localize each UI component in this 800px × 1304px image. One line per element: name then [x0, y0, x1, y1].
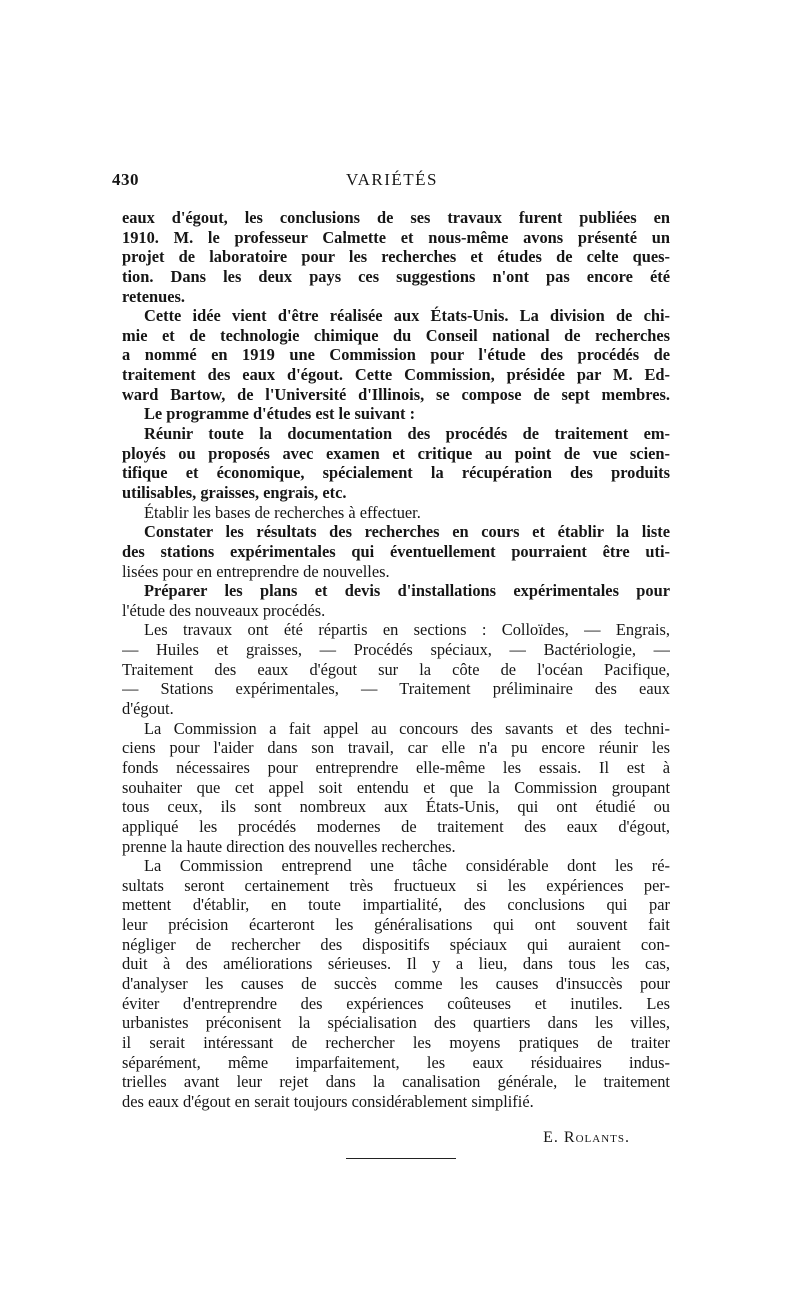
text-line: mie et de technologie chimique du Conseil national de recherches [122, 325, 670, 345]
text-line: La Commission a fait appel au concours des savants et des techni- [144, 718, 670, 738]
text-line: l'étude des nouveaux procédés. [122, 600, 326, 620]
text-line: il serait intéressant de rechercher les moyens pratiques de traiter [122, 1032, 670, 1052]
text-line: prenne la haute direction des nouvelles recherches. [122, 836, 456, 856]
text-line: mettent d'établir, en toute impartialité, des conclusions qui par [122, 895, 670, 915]
text-line: La Commission entreprend une tâche considérable dont les ré- [144, 856, 670, 876]
text-line: — Huiles et graisses, — Procédés spéciaux, — Bactériologie, — [122, 640, 670, 660]
text-line: 1910. M. le professeur Calmette et nous-même avons présenté un [122, 227, 670, 247]
text-line: eaux d'égout, les conclusions de ses travaux furent publiées en [122, 208, 670, 227]
text-line: Traitement des eaux d'égout sur la côte de l'océan Pacifique, [122, 659, 670, 679]
text-line: traitement des eaux d'égout. Cette Commission, présidée par M. Ed- [122, 365, 670, 385]
text-line: lisées pour en entreprendre de nouvelles. [122, 561, 390, 581]
text-line: urbanistes préconisent la spécialisation des quartiers dans les villes, [122, 1013, 670, 1033]
text-line: Constater les résultats des recherches en cours et établir la liste [144, 522, 670, 542]
text-line: ward Bartow, de l'Université d'Illinois, se compose de sept membres. [122, 384, 670, 404]
text-line: a nommé en 1919 une Commission pour l'étude des procédés de [122, 345, 670, 365]
text-line: d'égout. [122, 699, 174, 719]
text-line: Les travaux ont été répartis en sections : Colloïdes, — Engrais, [144, 620, 670, 640]
text-line: appliqué les procédés modernes de traitement des eaux d'égout, [122, 816, 670, 836]
text-line: duit à des améliorations sérieuses. Il y a lieu, dans tous les cas, [122, 954, 670, 974]
page-number: 430 [112, 170, 139, 189]
text-line: utilisables, graisses, engrais, etc. [122, 482, 347, 502]
text-line: Établir les bases de recherches à effectuer. [144, 502, 421, 522]
text-line: souhaiter que cet appel soit entendu et que la Commission groupant [122, 777, 670, 797]
text-line: ciens pour l'aider dans son travail, car elle n'a pu encore réunir les [122, 738, 670, 758]
text-line: sultats seront certainement très fructueux si les expériences per- [122, 875, 670, 895]
text-line: des stations expérimentales qui éventuellement pourraient être uti- [122, 541, 670, 561]
closing-rule [346, 1158, 456, 1159]
text-line: éviter d'entreprendre des expériences coûteuses et inutiles. Les [122, 993, 670, 1013]
text-line: fonds nécessaires pour entreprendre elle-même les essais. Il est à [122, 757, 670, 777]
text-line: tous ceux, ils sont nombreux aux États-Unis, qui ont étudié ou [122, 797, 670, 817]
text-line: d'analyser les causes de succès comme les causes d'insuccès pour [122, 973, 670, 993]
text-line: trielles avant leur rejet dans la canalisation générale, le traitement [122, 1072, 670, 1092]
text-line: négliger de rechercher des dispositifs spéciaux qui auraient con- [122, 934, 670, 954]
text-line: séparément, même imparfaitement, les eaux résiduaires indus- [122, 1052, 670, 1072]
text-line: Le programme d'études est le suivant : [144, 404, 416, 424]
text-line: ployés ou proposés avec examen et critique au point de vue scien- [122, 443, 670, 463]
text-line: des eaux d'égout en serait toujours considérablement simplifié. [122, 1091, 534, 1111]
text-line: — Stations expérimentales, — Traitement préliminaire des eaux [122, 679, 670, 699]
text-line: retenues. [122, 286, 185, 306]
text-line: leur précision écarteront les généralisations qui ont souvent fait [122, 915, 670, 935]
running-head: VARIÉTÉS [346, 170, 438, 189]
text-line: Réunir toute la documentation des procédés de traitement em- [144, 424, 670, 444]
author-signature: E. Rolants. [543, 1129, 630, 1146]
text-line: projet de laboratoire pour les recherches et études de celte ques- [122, 247, 670, 267]
text-line: Préparer les plans et devis d'installations expérimentales pour [144, 581, 670, 601]
article-body [122, 208, 670, 1111]
text-line: Cette idée vient d'être réalisée aux États-Unis. La division de chi- [144, 306, 670, 326]
text-line: tion. Dans les deux pays ces suggestions n'ont pas encore été [122, 266, 670, 286]
page-header [112, 170, 672, 194]
text-line: tifique et économique, spécialement la récupération des produits [122, 463, 670, 483]
